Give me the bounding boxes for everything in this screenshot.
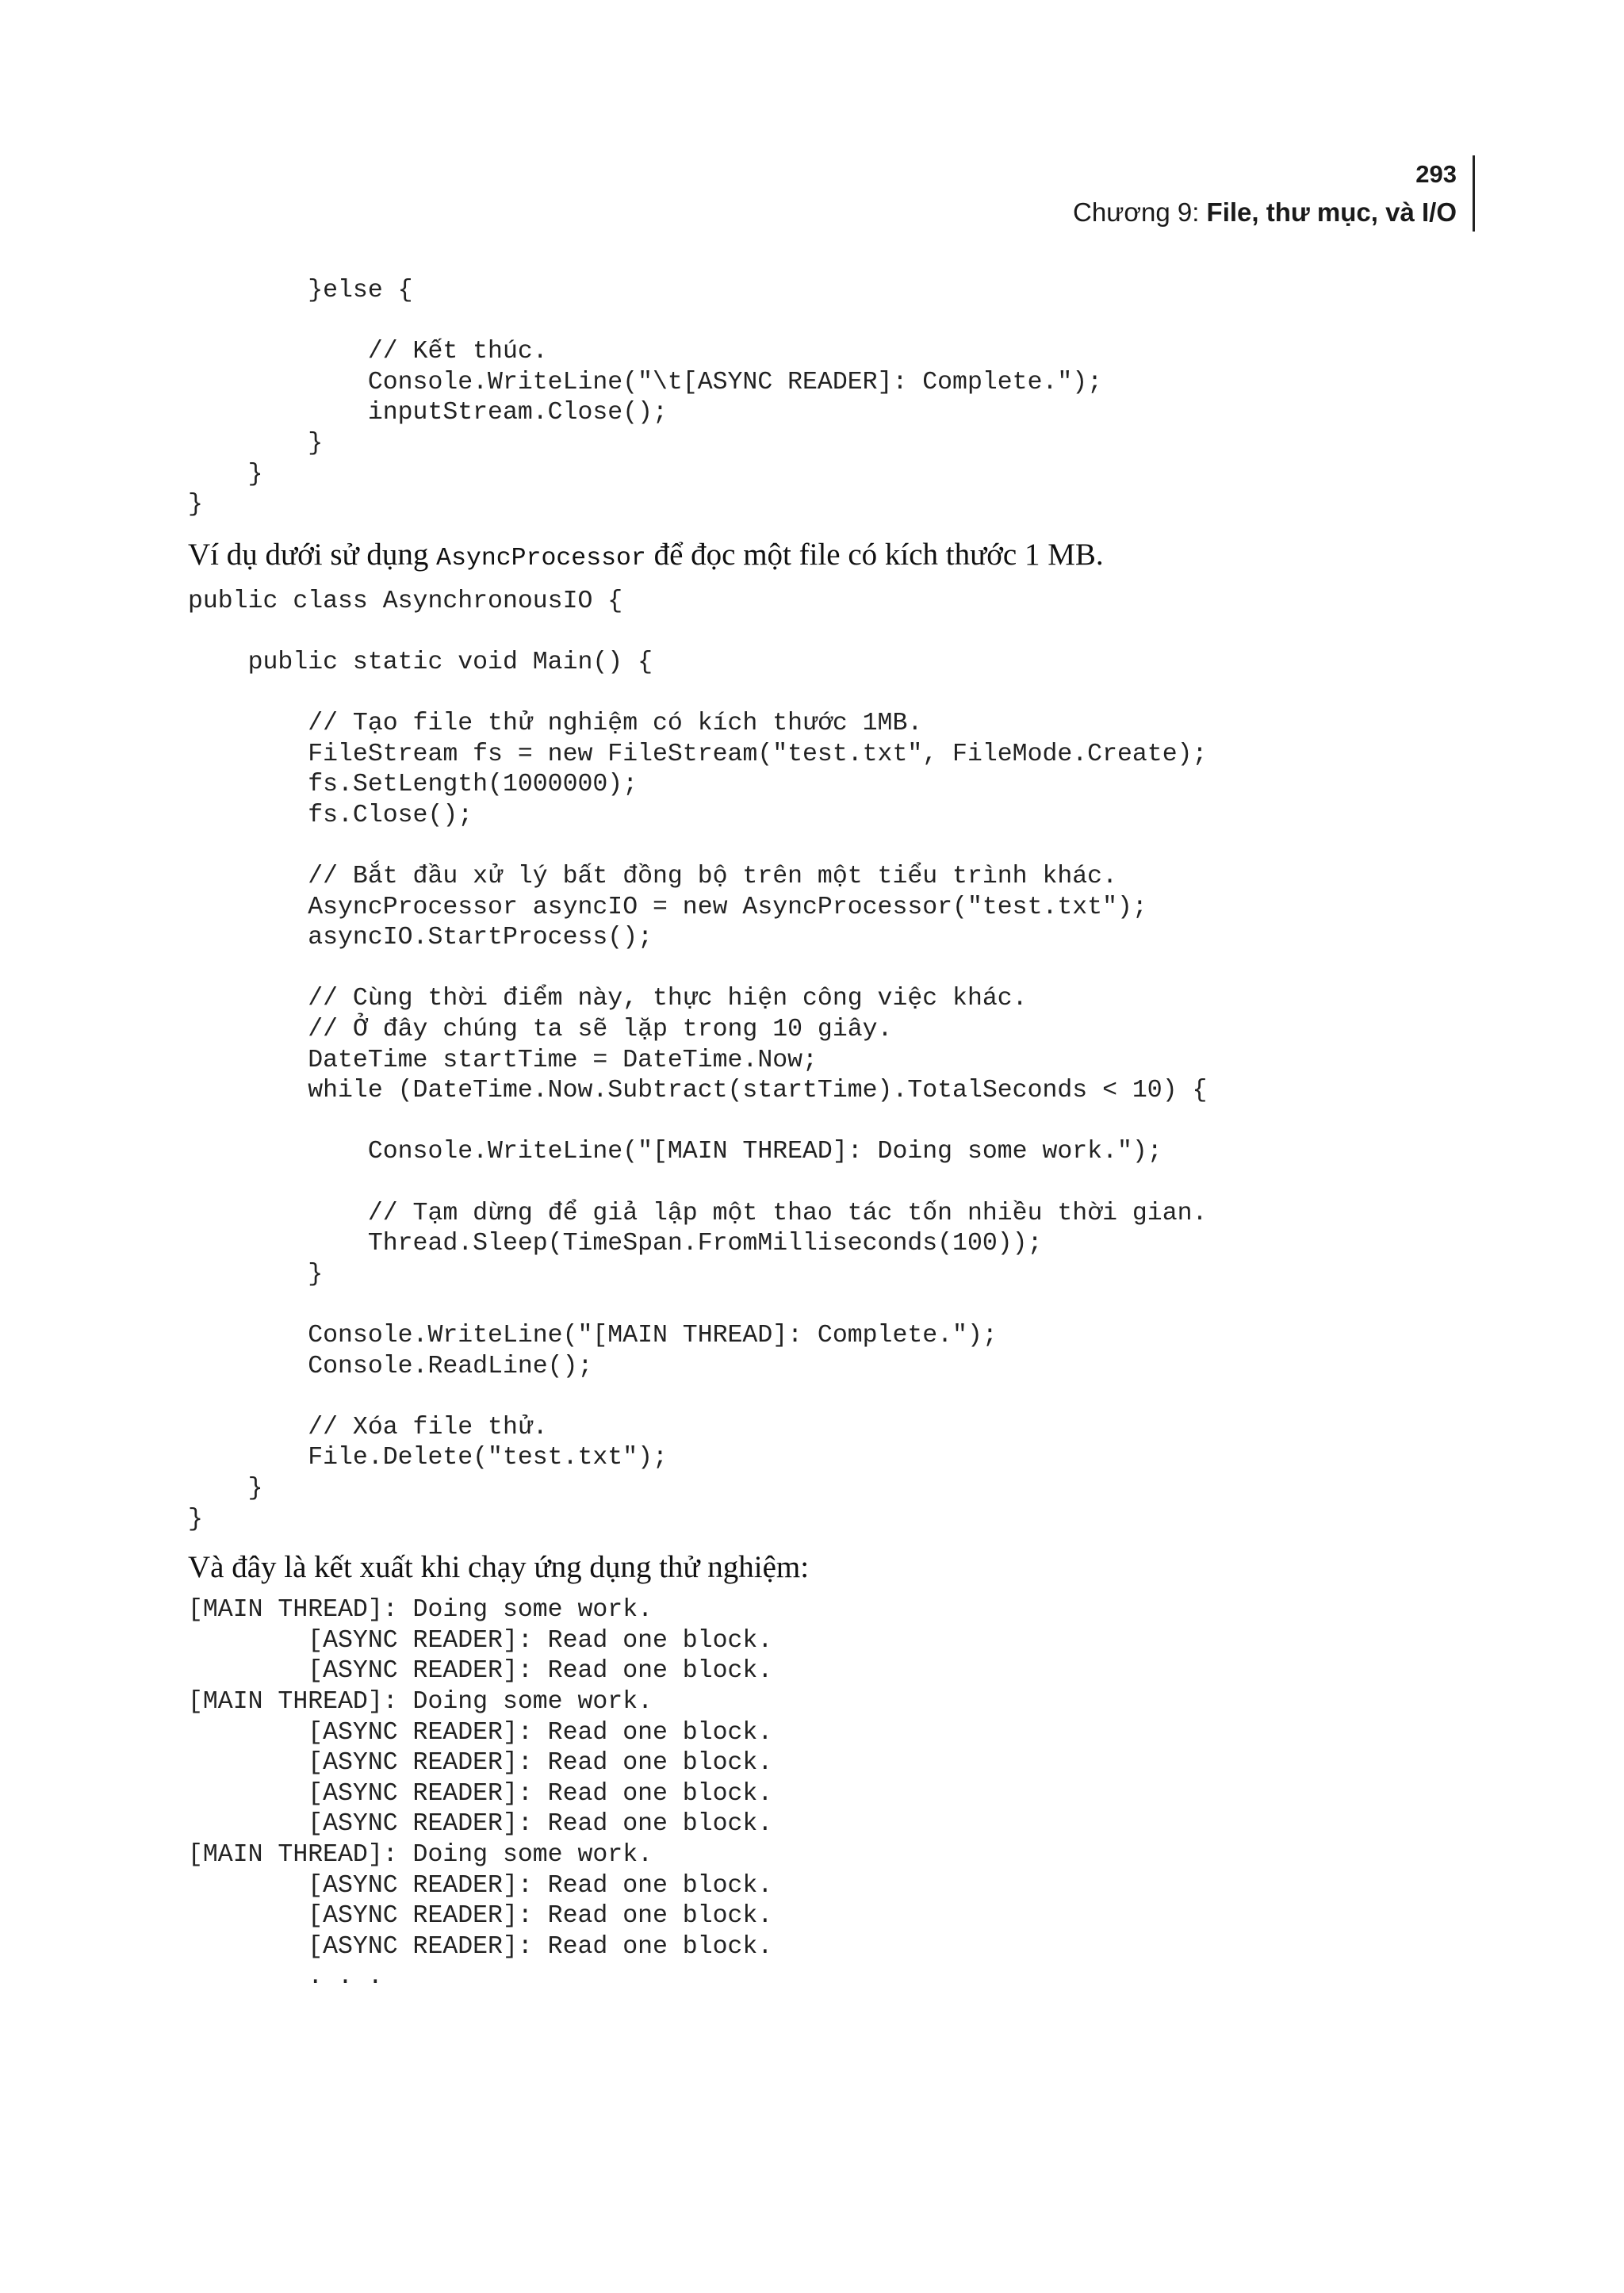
page-header xyxy=(1073,155,1475,232)
code-block-async-reader-end: }else { // Kết thúc. Console.WriteLine("\t[ASYNC READER]: Complete."); inputStream.Close(); } } } xyxy=(188,277,1103,519)
page-number: 293 xyxy=(1415,160,1457,188)
code-block-asynchronous-io: public class AsynchronousIO { public static void Main() { // Tạo file thử nghiệm có kích thước 1MB. FileStream fs = new FileStream("test.txt", FileMode.Create); fs.SetLength(1000000); fs.Close(); // Bắt đầu xử lý bất đồng bộ trên một tiểu trình khác. AsyncProcessor asyncIO = new AsyncProcessor("test.txt"); asyncIO.StartProcess(); // Cùng thời điểm này, thực hiện công việc khác. // Ở đây chúng ta sẽ lặp trong 10 giây. DateTime startTime = DateTime.Now; while (DateTime.Now.Subtract(startTime).TotalSeconds < 10) { Console.WriteLine("[MAIN THREAD]: Doing some work."); // Tạm dừng để giả lập một thao tác tốn nhiều thời gian. Thread.Sleep(TimeSpan.FromMilliseconds(100)); } Console.WriteLine("[MAIN THREAD]: Complete."); Console.ReadLine(); // Xóa file thử. File.Delete("test.txt"); } } xyxy=(188,587,1208,1533)
chapter-heading xyxy=(1073,193,1457,232)
inline-code-asyncprocessor: AsyncProcessor xyxy=(436,544,646,572)
chapter-title: File, thư mục, và I/O xyxy=(1206,197,1457,227)
paragraph-output-intro: Và đây là kết xuất khi chạy ứng dụng thử nghiệm: xyxy=(188,1550,810,1585)
chapter-label: Chương 9: xyxy=(1073,197,1207,227)
paragraph-example-intro xyxy=(188,535,1473,579)
paragraph-text-after: để đọc một file có kích thước 1 MB. xyxy=(645,537,1104,572)
page-content xyxy=(188,276,1473,1993)
paragraph-text-before: Ví dụ dưới sử dụng xyxy=(188,537,437,572)
code-block-program-output: [MAIN THREAD]: Doing some work. [ASYNC READER]: Read one block. [ASYNC READER]: Read one block. [MAIN THREAD]: Doing some work. [ASYNC READER]: Read one block. [ASYNC READER]: Read one block. [ASYNC READER]: Read one block. [ASYNC READER]: Read one block. [MAIN THREAD]: Doing some work. [ASYNC READER]: Read one block. [ASYNC READER]: Read one block. [ASYNC READER]: Read one block. . . . xyxy=(188,1596,773,1992)
